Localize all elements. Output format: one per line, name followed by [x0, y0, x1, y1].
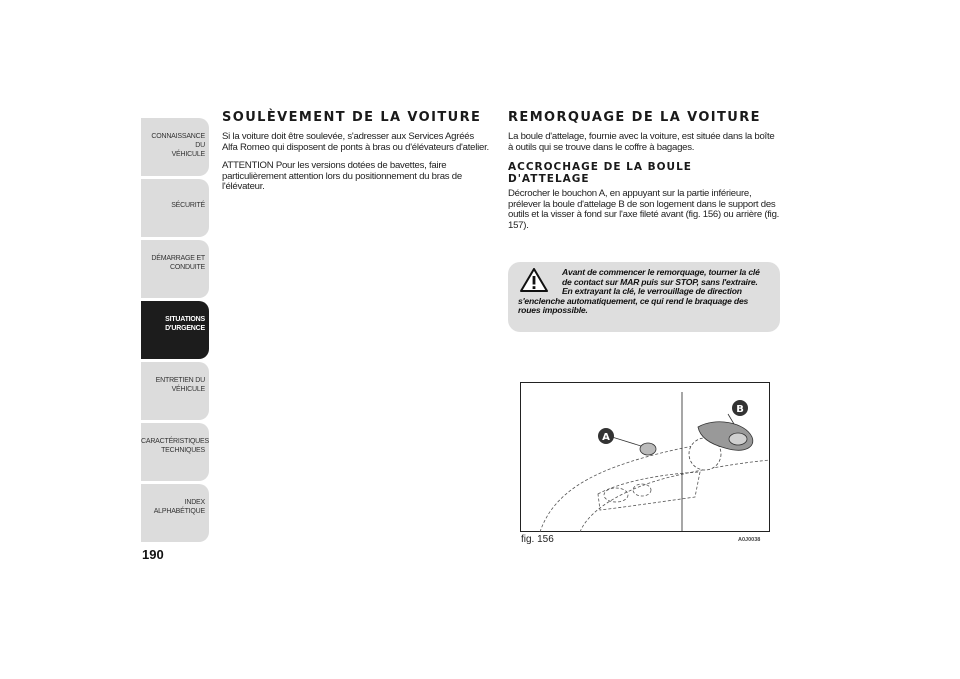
figure-caption: fig. 156	[521, 534, 554, 545]
section-lifting	[222, 110, 490, 201]
car-bumper-illustration	[520, 382, 770, 532]
paragraph: Si la voiture doit être soulevée, s'adresser aux Services Agréés Alfa Romeo qui disposent de ponts à bras ou d'élévateurs d'atelier.	[222, 131, 489, 153]
warning-box	[508, 262, 780, 332]
tab-label: CONDUITE	[170, 264, 205, 271]
paragraph: La boule d'attelage, fournie avec la voiture, est située dans la boîte à outils qui se trouve dans le coffre à bagages.	[508, 131, 775, 153]
tab-label: VÉHICULE	[171, 386, 205, 393]
paragraph-attention: ATTENTION Pour les versions dotées de bavettes, faire particulièrement attention lors du positionnement du bras de l'élévateur.	[222, 160, 462, 192]
tab-demarrage-conduite[interactable]	[141, 240, 209, 298]
paragraph: Décrocher le bouchon A, en appuyant sur la partie inférieure, prélever la boule d'attelage B de son logement dans le support des outils et la visser à fond sur l'axe fileté avant (fig. 156) ou arrière (fig. 157).	[508, 188, 780, 231]
label-a: A	[602, 432, 610, 443]
page-number: 190	[142, 547, 164, 562]
tab-label: ALPHABÉTIQUE	[153, 508, 205, 515]
tab-label: D'URGENCE	[165, 325, 205, 332]
tab-situations-urgence[interactable]	[141, 301, 209, 359]
section-title: REMORQUAGE DE LA VOITURE	[508, 110, 761, 125]
tab-label: SITUATIONS	[165, 316, 205, 323]
warning-text	[518, 268, 770, 316]
tab-caracteristiques-techniques[interactable]	[141, 423, 209, 481]
tab-index-alphabetique[interactable]	[141, 484, 209, 542]
tab-securite[interactable]	[141, 179, 209, 237]
tab-label: ENTRETIEN DU	[155, 377, 205, 384]
section-towing	[508, 110, 780, 239]
tab-label: TECHNIQUES	[161, 447, 205, 454]
tab-entretien-vehicule[interactable]	[141, 362, 209, 420]
tab-label: VÉHICULE	[171, 151, 205, 158]
figure-code: A0J0038	[738, 537, 761, 543]
section-title: SOULÈVEMENT DE LA VOITURE	[222, 110, 482, 125]
tab-label: CARACTÉRISTIQUES	[141, 438, 209, 445]
tab-label: INDEX	[184, 499, 205, 506]
subsection-title: ACCROCHAGE DE LA BOULE D'ATTELAGE	[508, 161, 692, 185]
tab-connaissance-vehicule[interactable]	[141, 118, 209, 176]
tab-label: DÉMARRAGE ET	[151, 255, 205, 262]
label-b: B	[736, 404, 744, 415]
tab-label: SÉCURITÉ	[171, 202, 205, 209]
warning-triangle-icon	[520, 268, 548, 292]
warning-line-2: s'enclenche automatiquement, ce qui rend le braquage des roues impossible.	[518, 295, 749, 316]
warning-line-1: Avant de commencer le remorquage, tourner la clé de contact sur MAR puis sur STOP, sans l'extraire. En extrayant la clé, le verrouillage de direction	[562, 267, 760, 297]
figure-156	[520, 382, 770, 532]
tab-label: CONNAISSANCE DU	[151, 133, 205, 149]
